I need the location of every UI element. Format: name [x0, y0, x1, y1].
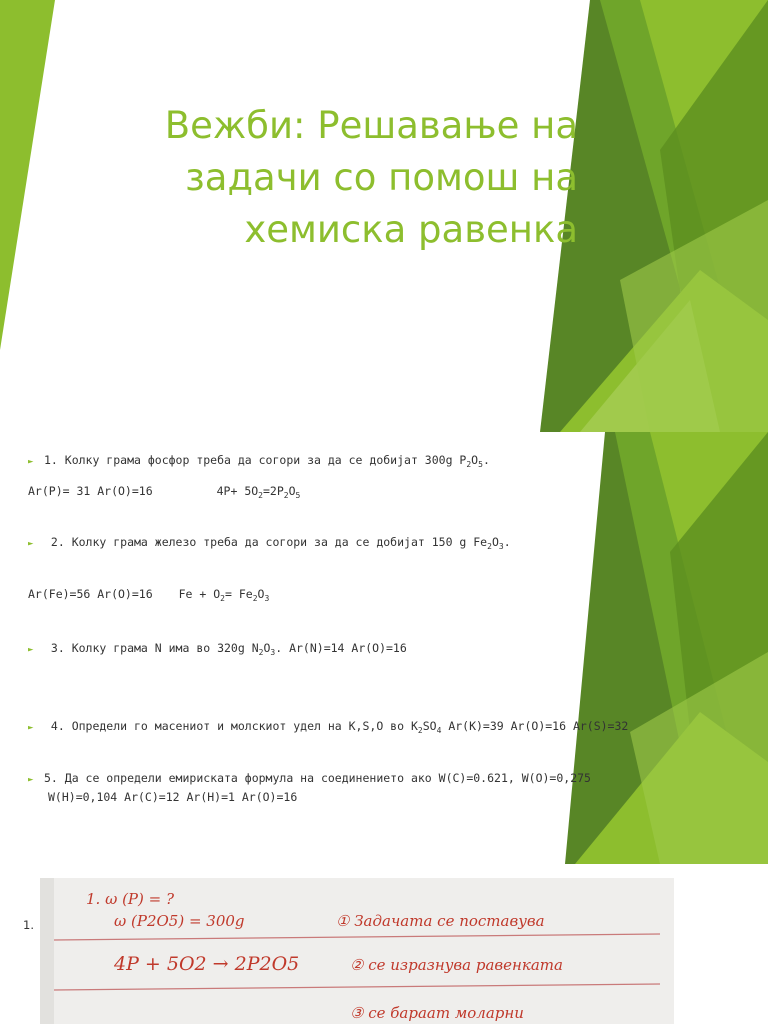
- task-2: ► 2. Колку грама железо треба да согори за да се добијат 150 g $Fe_2O_3$.: [28, 535, 511, 551]
- bullet-icon: ►: [28, 775, 34, 785]
- bullet-icon: ►: [28, 723, 34, 733]
- task-4: ► 4. Определи го масениот и молскиот удел на K,S,O во $K_2SO_4$ Ar(K)=39 Ar(O)=16 Ar(S)=32: [28, 719, 629, 735]
- bullet-icon: ►: [28, 539, 34, 549]
- title-line: Вежби: Решавање на: [164, 104, 578, 147]
- item-number: 1.: [23, 918, 34, 932]
- task-3: ► 3. Колку грама N има во 320g $N_2O_3$. Ar(N)=14 Ar(O)=16: [28, 641, 407, 657]
- task-5-line-2: W(H)=0,104 Ar(C)=12 Ar(H)=1 Ar(O)=16: [48, 790, 298, 804]
- handwritten-line: ω (P2O5) = 300g: [114, 912, 245, 930]
- solution-slide: [0, 866, 768, 1024]
- task-1: ► 1. Колку грама фосфор треба да согори за да се добијат 300g $P_2O_5$.: [28, 453, 490, 469]
- bullet-icon: ►: [28, 457, 34, 467]
- title-line: хемиска равенка: [244, 208, 578, 251]
- task-5: ► 5. Да се определи емириската формула на соединението ако W(C)=0.621, W(O)=0,275: [28, 771, 591, 785]
- handwritten-line: 1. ω (P) = ?: [86, 890, 175, 908]
- task-1-data: Ar(P)= 31 Ar(O)=16 $4P+ 5O_2=2P_2O_5$: [28, 484, 301, 500]
- slide-title: [108, 100, 578, 256]
- handwritten-line: 4P + 5O2 → 2P2O5: [114, 953, 300, 975]
- handwritten-line: ② се изразнува равенката: [350, 956, 563, 974]
- notebook-page: [40, 878, 674, 1024]
- handwritten-line: ③ се бараат моларни: [350, 1004, 524, 1022]
- task-2-data: Ar(Fe)=56 Ar(O)=16 $Fe + O_2= Fe_2O_3$: [28, 587, 270, 603]
- title-line: задачи со помош на: [185, 156, 578, 199]
- bullet-icon: ►: [28, 645, 34, 655]
- title-slide: [0, 0, 768, 432]
- handwritten-notes-photo: [40, 878, 674, 1024]
- tasks-slide: [0, 432, 768, 864]
- handwritten-line: ① Задачата се поставува: [336, 912, 545, 930]
